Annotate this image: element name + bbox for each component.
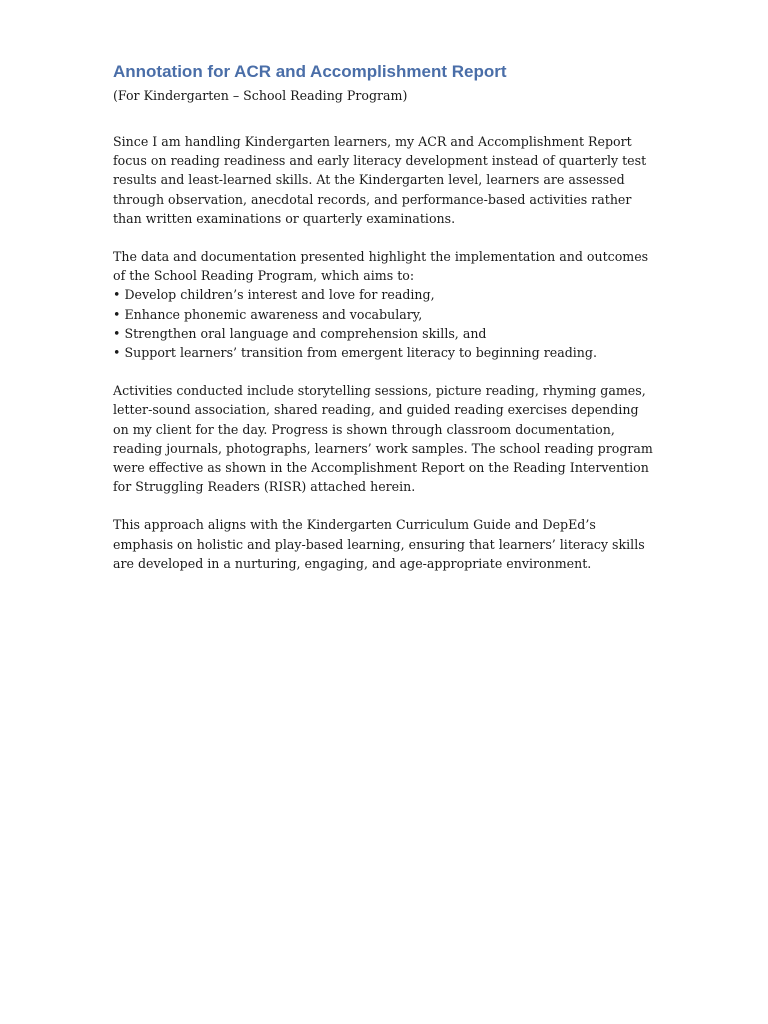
bullet-icon: • [113,306,121,322]
list-item-text: Support learners’ transition from emergent literacy to beginning reading. [124,345,597,361]
bullet-icon: • [113,345,121,361]
list-item [113,305,658,324]
paragraph-program-intro: The data and documentation presented highlight the implementation and outcomes of the School Reading Program, which aims to: [113,249,649,284]
program-aims-list [113,285,658,362]
document-page [113,60,658,573]
bullet-icon: • [113,325,121,341]
list-item-text: Enhance phonemic awareness and vocabulary, [124,306,423,322]
list-item [113,285,658,304]
list-item-text: Develop children’s interest and love for reading, [124,287,435,303]
paragraph-assessment-context: Since I am handling Kindergarten learners, my ACR and Accomplishment Report focus on reading readiness and early literacy development instead of quarterly test results and least-learned skills. At the Kindergarten level, learners are assessed through observation, anecdotal records, and performance-based activities rather than written examinations or quarterly examinations. [113,134,647,226]
paragraph-activities: Activities conducted include storytelling sessions, picture reading, rhyming games, letter-sound association, shared reading, and guided reading exercises depending on my client for the day. Progress is shown through classroom documentation, reading journals, photographs, learners’ work samples. The school reading program were effective as shown in the Accomplishment Report on the Reading Intervention for Struggling Readers (RISR) attached herein. [113,383,653,495]
list-item [113,324,658,343]
document-title: Annotation for ACR and Accomplishment Report [113,62,507,81]
list-item-text: Strengthen oral language and comprehension skills, and [124,325,487,341]
document-body [113,132,658,573]
paragraph-alignment: This approach aligns with the Kindergarten Curriculum Guide and DepEd’s emphasis on holistic and play-based learning, ensuring that learners’ literacy skills are developed in a nurturing, engaging, and age-appropriate environment. [113,517,645,571]
bullet-icon: • [113,287,121,303]
list-item [113,343,658,362]
paragraph-program-aims [113,247,658,362]
document-subtitle: (For Kindergarten – School Reading Program) [113,88,408,103]
